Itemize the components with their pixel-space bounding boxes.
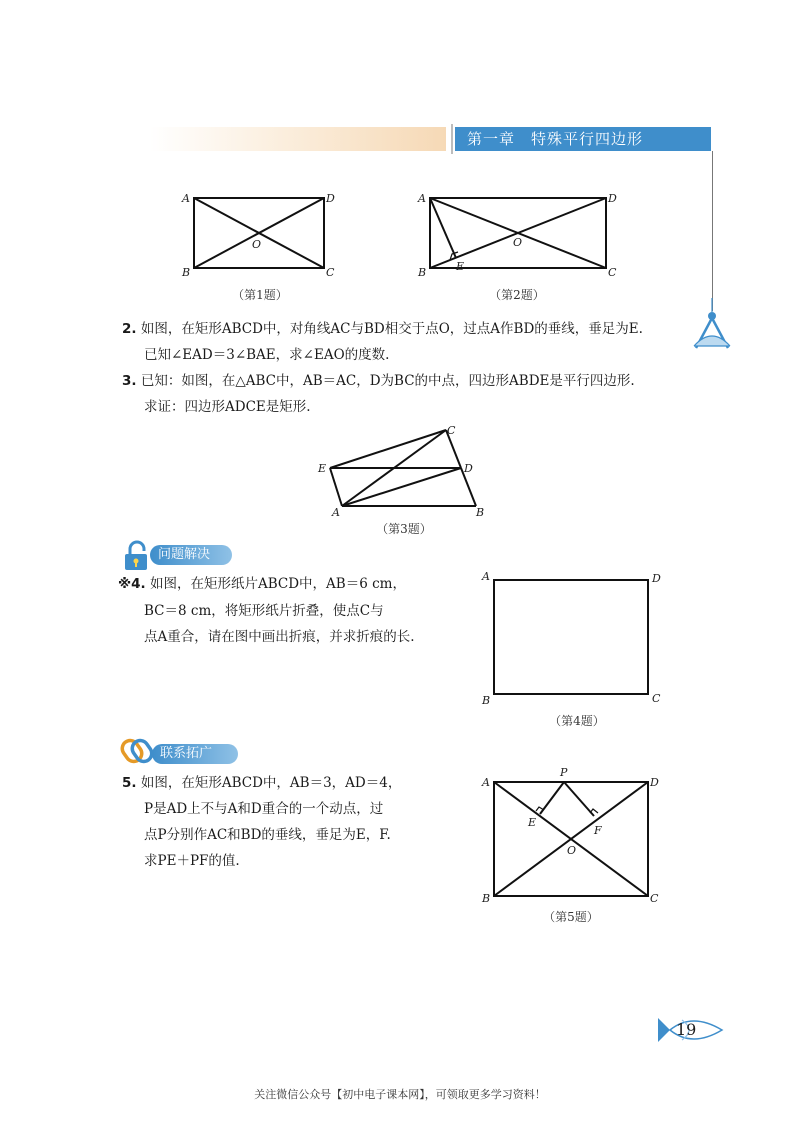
margin-rule	[712, 151, 713, 311]
fig2-label-o: O	[513, 236, 523, 249]
fig3-segment-ec	[330, 430, 446, 468]
fig2-label-c: C	[608, 266, 617, 279]
fig5-label-e: E	[528, 816, 537, 829]
fig2-label-b: B	[418, 266, 427, 279]
figure-1	[178, 190, 338, 280]
problem-3-line-1: 已知：如图，在△ABC中，AB＝AC，D为BC的中点，四边形ABDE是平行四边形.	[140, 373, 635, 389]
fig3-label-d: D	[464, 462, 473, 475]
fig3-label-e: E	[318, 462, 327, 475]
fig4-label-c: C	[652, 692, 661, 705]
fig4-rectangle	[494, 580, 648, 694]
problem-4	[118, 571, 458, 597]
fig1-label-d: D	[326, 192, 335, 205]
problem-5-line-3: 点P分别作AC和BD的垂线，垂足为E，F.	[144, 827, 391, 843]
fig1-caption: （第1题）	[232, 288, 288, 302]
fig5-label-p: P	[560, 766, 568, 779]
section-connection: 联系拓广	[152, 744, 238, 764]
problem-5	[122, 770, 462, 796]
section-problem-solving: 问题解决	[150, 545, 232, 565]
problem-5-line-1: 如图，在矩形ABCD中，AB＝3，AD＝4，	[140, 775, 402, 791]
problem-3-number: 3.	[122, 373, 137, 389]
fig2-caption: （第2题）	[489, 288, 545, 302]
problem-3-line-2: 求证：四边形ADCE是矩形.	[144, 399, 311, 415]
fig3-label-c: C	[447, 424, 456, 437]
problem-2-line-2: 已知∠EAD＝3∠BAE，求∠EAO的度数.	[144, 347, 390, 363]
fig3-label-b: B	[476, 506, 485, 519]
fig1-label-b: B	[182, 266, 191, 279]
header-separator	[451, 124, 453, 154]
problem-5-line-2: P是AD上不与A和D重合的一个动点，过	[144, 801, 384, 817]
problem-4-number: ※4.	[118, 576, 146, 592]
fig5-caption: （第5题）	[543, 910, 599, 924]
fig4-caption: （第4题）	[549, 714, 605, 728]
fig3-segment-ad	[342, 468, 461, 506]
fig5-label-d: D	[650, 776, 659, 789]
fig1-label-o: O	[252, 238, 262, 251]
figure-4	[478, 568, 668, 710]
chain-link-icon	[120, 736, 154, 766]
fig1-label-a: A	[182, 192, 190, 205]
problem-4-line-2: BC＝8 cm，将矩形纸片折叠，使点C与	[144, 603, 384, 619]
fig2-label-e: E	[456, 260, 465, 273]
fig1-label-c: C	[326, 266, 335, 279]
figure-3	[316, 422, 492, 520]
problem-2	[122, 316, 692, 342]
footer-note: 关注微信公众号【初中电子课本网】，可领取更多学习资料！	[254, 1088, 546, 1101]
problem-5-number: 5.	[122, 775, 137, 791]
fig2-label-a: A	[418, 192, 426, 205]
problem-5-line-4: 求PE＋PF的值.	[144, 853, 240, 869]
fig5-label-c: C	[650, 892, 659, 905]
page-number: 19	[676, 1020, 697, 1039]
fig4-label-d: D	[652, 572, 661, 585]
fig4-label-a: A	[482, 570, 490, 583]
fig5-label-b: B	[482, 892, 491, 905]
fig5-label-a: A	[482, 776, 490, 789]
problem-2-number: 2.	[122, 321, 137, 337]
fig5-label-f: F	[594, 824, 602, 837]
problem-3	[122, 368, 692, 394]
lock-icon	[122, 540, 152, 572]
chapter-title: 第一章 特殊平行四边形	[455, 127, 711, 151]
fig5-perpendicular-pf	[564, 782, 594, 816]
problem-4-line-1: 如图，在矩形纸片ABCD中，AB＝6 cm，	[149, 576, 406, 592]
problem-4-line-3: 点A重合，请在图中画出折痕，并求折痕的长.	[144, 629, 415, 645]
fig4-label-b: B	[482, 694, 491, 707]
figure-5	[478, 764, 668, 908]
figure-2	[414, 190, 624, 280]
problem-2-line-1: 如图，在矩形ABCD中，对角线AC与BD相交于点O，过点A作BD的垂线，垂足为E.	[140, 321, 643, 337]
fig2-label-d: D	[608, 192, 617, 205]
header-gradient-band	[150, 127, 446, 151]
fig5-label-o: O	[567, 844, 577, 857]
fig3-label-a: A	[332, 506, 340, 519]
fig3-segment-ea	[330, 468, 342, 506]
fig3-caption: （第3题）	[376, 522, 432, 536]
compass-icon	[688, 296, 736, 352]
